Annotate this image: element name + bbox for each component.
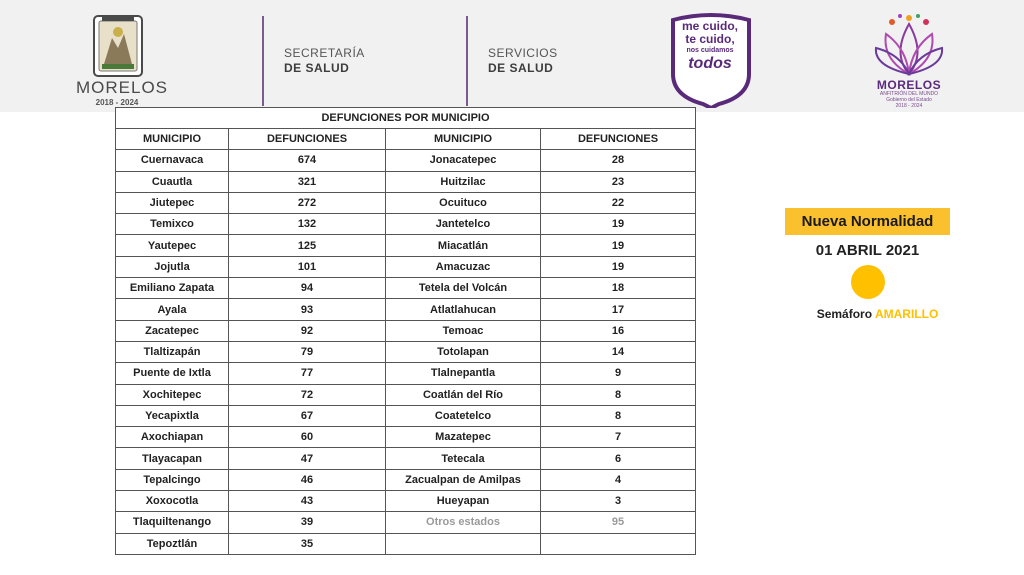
municipio-cell: Tetecala [386, 448, 541, 469]
municipio-cell: Tlalnepantla [386, 363, 541, 384]
table-row [116, 469, 696, 490]
municipio-cell: Emiliano Zapata [116, 278, 229, 299]
municipio-cell: Xochitepec [116, 384, 229, 405]
semaforo-value: AMARILLO [874, 307, 939, 321]
table-row [116, 448, 696, 469]
defunciones-cell: 77 [229, 363, 386, 384]
col-header-municipio: MUNICIPIO [386, 129, 541, 150]
phase-badge: Nueva Normalidad [785, 208, 950, 235]
municipio-cell: Temixco [116, 214, 229, 235]
defunciones-cell: 4 [541, 469, 696, 490]
traffic-light-icon [851, 265, 885, 299]
defunciones-cell: 60 [229, 427, 386, 448]
defunciones-cell: 19 [541, 235, 696, 256]
municipio-cell: Jojutla [116, 256, 229, 277]
municipio-cell: Zacualpan de Amilpas [386, 469, 541, 490]
state-name: MORELOS [76, 78, 169, 97]
municipio-cell: Huitzilac [386, 171, 541, 192]
municipio-cell: Temoac [386, 320, 541, 341]
table-row [116, 512, 696, 533]
municipio-cell: Ocuituco [386, 192, 541, 213]
morelos-seal-icon [92, 14, 144, 78]
defunciones-cell: 92 [229, 320, 386, 341]
defunciones-cell: 6 [541, 448, 696, 469]
report-date: 01 ABRIL 2021 [815, 242, 920, 259]
municipio-cell: Atlatlahucan [386, 299, 541, 320]
badge-text: me cuido, te cuido, nos cuidamos todos [681, 19, 738, 72]
divider [262, 16, 264, 106]
defunciones-cell: 272 [229, 192, 386, 213]
defunciones-cell: 22 [541, 192, 696, 213]
municipio-cell: Xoxocotla [116, 491, 229, 512]
defunciones-cell: 35 [229, 533, 386, 554]
table-row [116, 278, 696, 299]
municipio-cell: Otros estados [386, 512, 541, 533]
defunciones-cell: 19 [541, 214, 696, 235]
defunciones-cell: 8 [541, 405, 696, 426]
table-row [116, 384, 696, 405]
defunciones-cell: 23 [541, 171, 696, 192]
deaths-table [115, 107, 696, 555]
municipio-cell: Cuernavaca [116, 150, 229, 171]
table-row [116, 320, 696, 341]
municipio-cell: Tepalcingo [116, 469, 229, 490]
municipio-cell: Zacatepec [116, 320, 229, 341]
defunciones-cell: 101 [229, 256, 386, 277]
municipio-cell: Jantetelco [386, 214, 541, 235]
municipio-cell: Axochiapan [116, 427, 229, 448]
table-row [116, 427, 696, 448]
defunciones-cell: 47 [229, 448, 386, 469]
table-row [116, 192, 696, 213]
semaforo-label: Semáforo [816, 307, 873, 321]
defunciones-cell: 125 [229, 235, 386, 256]
table-title: DEFUNCIONES POR MUNICIPIO [116, 108, 696, 129]
defunciones-cell: 18 [541, 278, 696, 299]
municipio-cell: Cuautla [116, 171, 229, 192]
defunciones-cell: 132 [229, 214, 386, 235]
defunciones-cell: 67 [229, 405, 386, 426]
table-row [116, 363, 696, 384]
defunciones-cell: 9 [541, 363, 696, 384]
defunciones-cell: 79 [229, 341, 386, 362]
defunciones-cell: 72 [229, 384, 386, 405]
municipio-cell: Yautepec [116, 235, 229, 256]
dept-servicios: SERVICIOS DE SALUD [488, 46, 558, 75]
defunciones-cell: 16 [541, 320, 696, 341]
lotus-name: MORELOS [876, 78, 942, 92]
col-header-defunciones: DEFUNCIONES [541, 129, 696, 150]
lotus-gov: Gobierno del Estado [886, 97, 932, 103]
dept-secretaria: SECRETARÍA DE SALUD [284, 46, 365, 75]
municipio-cell: Yecapixtla [116, 405, 229, 426]
municipio-cell: Tetela del Volcán [386, 278, 541, 299]
municipio-cell: Jonacatepec [386, 150, 541, 171]
municipio-cell: Coatetelco [386, 405, 541, 426]
defunciones-cell [541, 533, 696, 554]
divider [466, 16, 468, 106]
defunciones-cell: 28 [541, 150, 696, 171]
defunciones-cell: 39 [229, 512, 386, 533]
defunciones-cell: 17 [541, 299, 696, 320]
municipio-cell: Mazatepec [386, 427, 541, 448]
municipio-cell: Tlayacapan [116, 448, 229, 469]
table-row [116, 256, 696, 277]
table-row [116, 533, 696, 554]
table-row [116, 171, 696, 192]
municipio-cell: Tlaquiltenango [116, 512, 229, 533]
table-row [116, 235, 696, 256]
state-years: 2018 - 2024 [95, 98, 139, 107]
municipio-cell: Tepoztlán [116, 533, 229, 554]
table-row [116, 405, 696, 426]
municipio-cell [386, 533, 541, 554]
municipio-cell: Tlaltizapán [116, 341, 229, 362]
defunciones-cell: 19 [541, 256, 696, 277]
morelos-lotus-icon [872, 14, 946, 78]
defunciones-cell: 321 [229, 171, 386, 192]
municipio-cell: Coatlán del Río [386, 384, 541, 405]
defunciones-cell: 95 [541, 512, 696, 533]
defunciones-cell: 14 [541, 341, 696, 362]
defunciones-cell: 43 [229, 491, 386, 512]
defunciones-cell: 93 [229, 299, 386, 320]
col-header-defunciones: DEFUNCIONES [229, 129, 386, 150]
municipio-cell: Puente de Ixtla [116, 363, 229, 384]
table-row [116, 214, 696, 235]
municipio-cell: Ayala [116, 299, 229, 320]
defunciones-cell: 46 [229, 469, 386, 490]
semaforo-status [785, 307, 970, 321]
table-row [116, 150, 696, 171]
defunciones-cell: 8 [541, 384, 696, 405]
defunciones-cell: 7 [541, 427, 696, 448]
header-banner [0, 0, 1024, 112]
municipio-cell: Hueyapan [386, 491, 541, 512]
lotus-tagline: ANFITRIÓN DEL MUNDO [879, 91, 939, 97]
lotus-years: 2018 - 2024 [895, 103, 923, 109]
municipio-cell: Amacuzac [386, 256, 541, 277]
table-row [116, 491, 696, 512]
municipio-cell: Totolapan [386, 341, 541, 362]
defunciones-cell: 674 [229, 150, 386, 171]
municipio-cell: Miacatlán [386, 235, 541, 256]
defunciones-cell: 94 [229, 278, 386, 299]
table-header-row [116, 129, 696, 150]
table-row [116, 299, 696, 320]
municipio-cell: Jiutepec [116, 192, 229, 213]
table-row [116, 341, 696, 362]
defunciones-cell: 3 [541, 491, 696, 512]
col-header-municipio: MUNICIPIO [116, 129, 229, 150]
